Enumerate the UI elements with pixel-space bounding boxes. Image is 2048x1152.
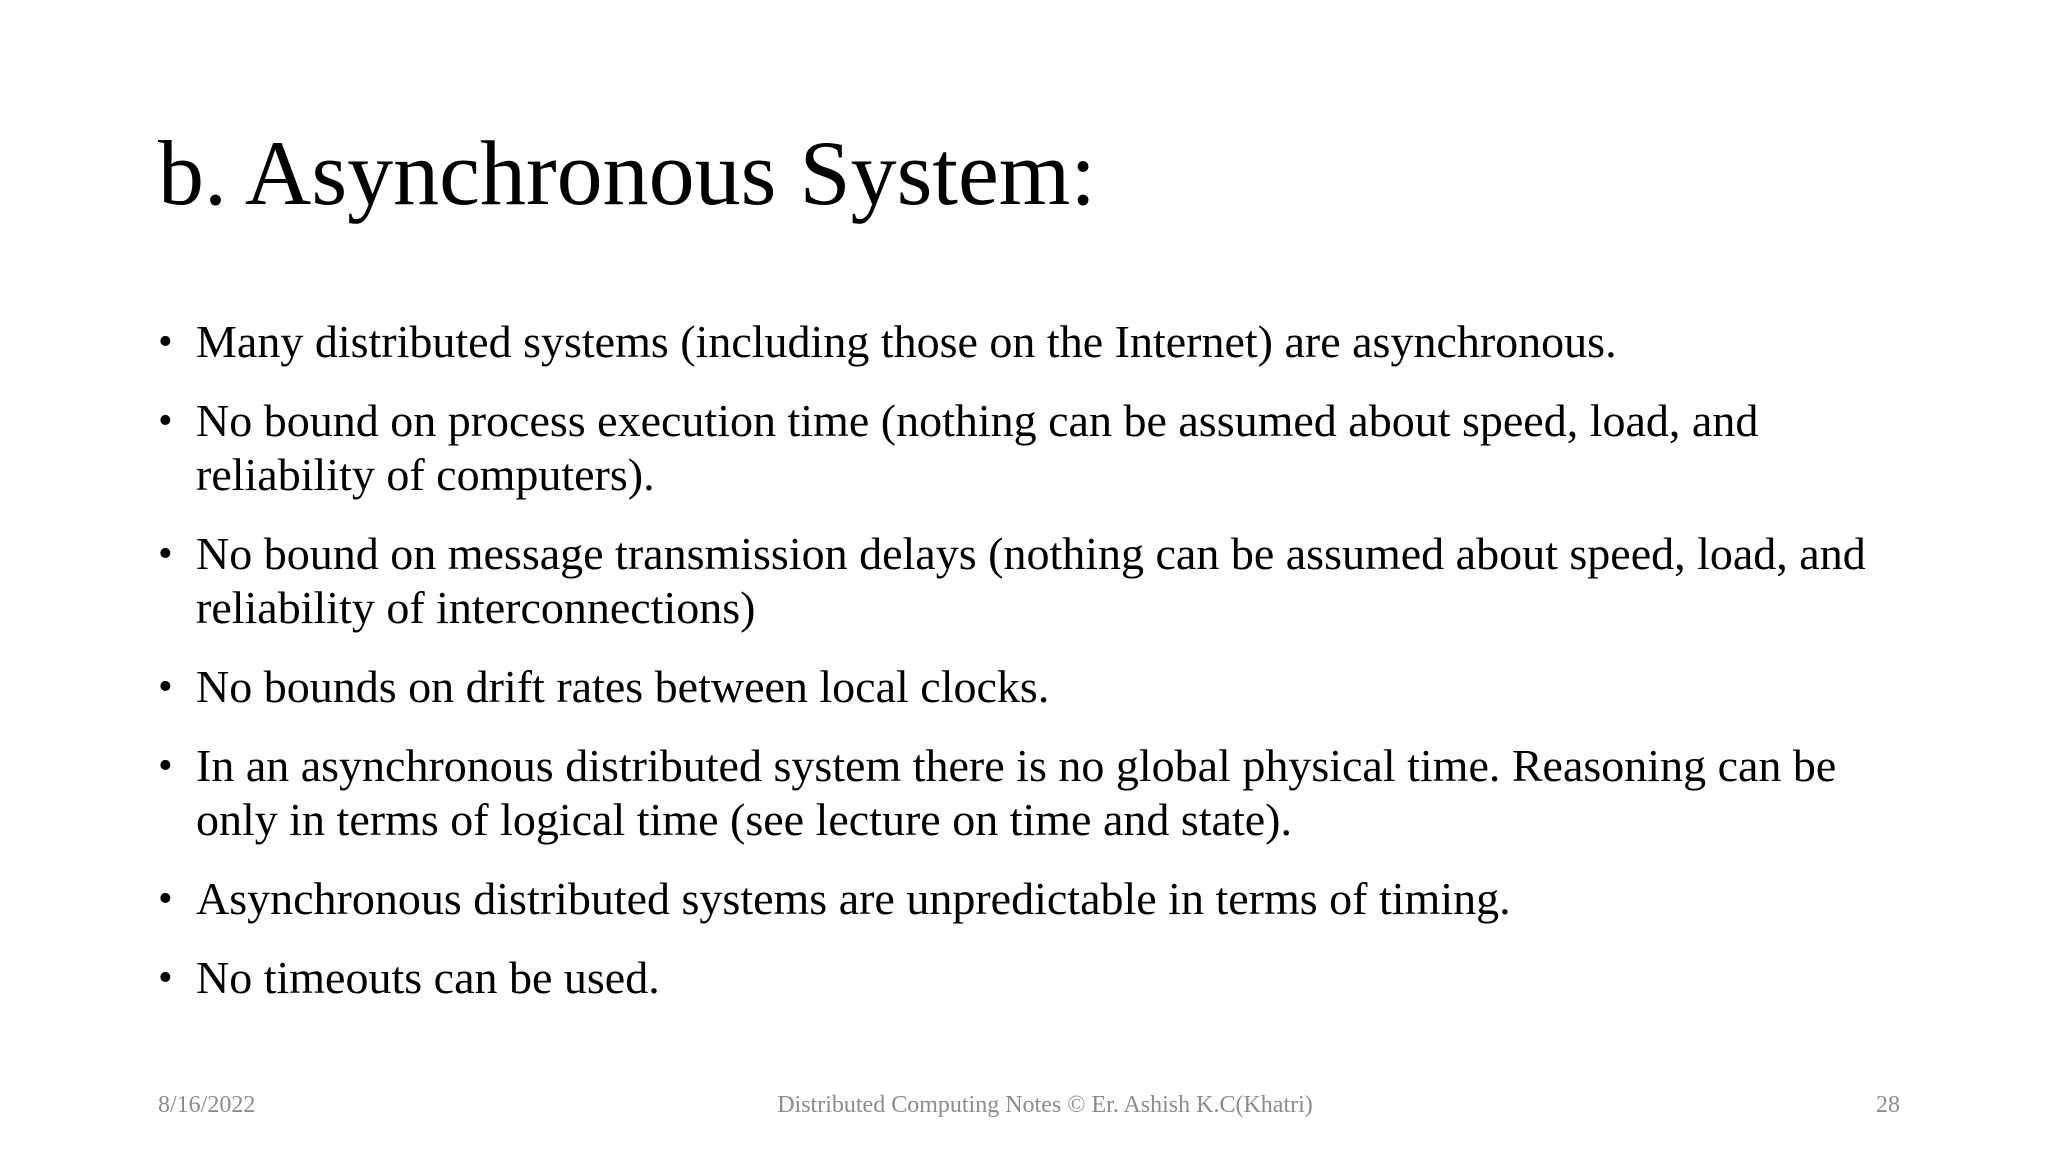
bullet-text: Asynchronous distributed systems are unpredictable in terms of timing. [196,873,1511,924]
bullet-text: In an asynchronous distributed system there is no global physical time. Reasoning can be only in terms of logical time (see lecture on time and state). [196,740,1837,845]
bullet-icon: • [158,664,173,710]
bullet-icon: • [158,743,173,789]
bullet-icon: • [158,876,173,922]
bullet-text: No timeouts can be used. [196,952,660,1003]
bullet-icon: • [158,398,173,444]
bullet-item-2 [158,394,1918,502]
bullet-icon: • [158,531,173,577]
bullet-item-1 [158,315,1918,369]
bullet-text: Many distributed systems (including those on the Internet) are asynchronous. [196,316,1617,367]
bullet-item-5 [158,739,1918,847]
bullet-text: No bounds on drift rates between local clocks. [196,661,1050,712]
bullet-list [158,315,1918,1030]
bullet-item-4 [158,660,1918,714]
bullet-item-7 [158,951,1918,1005]
footer-date: 8/16/2022 [158,1092,256,1118]
footer-credit: Distributed Computing Notes © Er. Ashish K.C(Khatri) [777,1092,1313,1118]
bullet-text: No bound on process execution time (nothing can be assumed about speed, load, and reliability of computers). [196,395,1759,500]
bullet-icon: • [158,319,173,365]
page-number: 28 [1876,1092,1900,1118]
slide-title: b. Asynchronous System: [158,122,1096,224]
bullet-item-6 [158,872,1918,926]
bullet-icon: • [158,955,173,1001]
bullet-item-3 [158,527,1918,635]
bullet-text: No bound on message transmission delays (nothing can be assumed about speed, load, and reliability of interconnections) [196,528,1866,633]
